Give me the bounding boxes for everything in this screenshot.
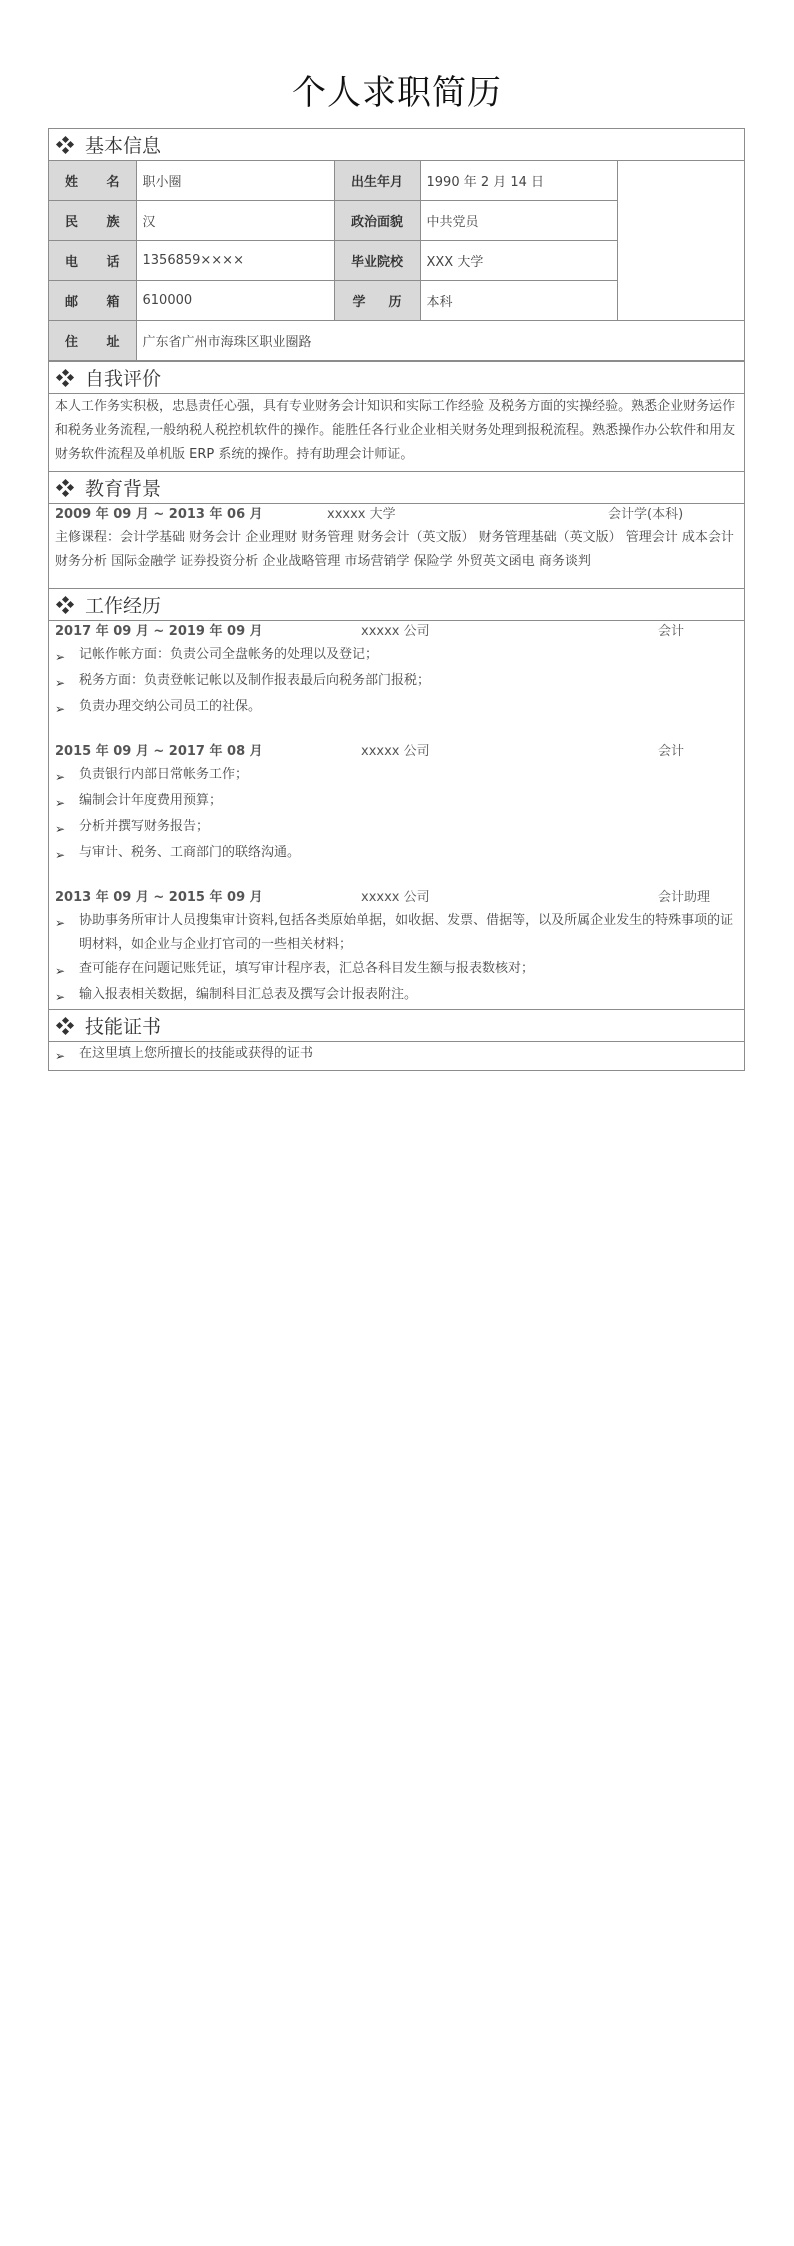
phone-label: 电话 — [49, 241, 136, 281]
address-value: 广东省广州市海珠区职业圈路 — [136, 321, 744, 361]
political-value: 中共党员 — [420, 201, 617, 241]
section-work-header — [49, 589, 744, 621]
name-label: 姓名 — [49, 161, 136, 201]
diamond-bullet-icon — [57, 597, 73, 613]
job-company: xxxxx 公司 — [361, 624, 430, 639]
job-period: 2013 年 09 月 ~ 2015 年 09 月 — [55, 890, 263, 905]
address-label: 住址 — [49, 321, 136, 361]
skills-block — [49, 1042, 744, 1070]
ethnic-value: 汉 — [136, 201, 334, 241]
arrow-bullet-icon: ➢ — [55, 650, 66, 664]
arrow-bullet-icon: ➢ — [55, 990, 66, 1004]
list-item: ➢ 在这里填上您所擅长的技能或获得的证书 — [55, 1042, 738, 1068]
degree-label: 学历 — [334, 281, 420, 321]
list-item: ➢ 负责办理交纳公司员工的社保。 — [55, 695, 738, 721]
job-company: xxxxx 公司 — [361, 890, 430, 905]
job-company: xxxxx 公司 — [361, 744, 430, 759]
job-position: 会计助理 — [658, 890, 711, 905]
list-item: ➢ 输入报表相关数据，编制科目汇总表及撰写会计报表附注。 — [55, 983, 738, 1009]
diamond-bullet-icon — [57, 137, 73, 153]
list-item: ➢ 协助事务所审计人员搜集审计资料,包括各类原始单据，如收据、发票、借据等，以及所属企业发生的特殊事项的证明材料，如企业与企业打官司的一些相关材料； — [55, 909, 738, 957]
section-self-header — [49, 362, 744, 394]
birth-value: 1990 年 2 月 14 日 — [420, 161, 617, 201]
job-period: 2015 年 09 月 ~ 2017 年 08 月 — [55, 744, 263, 759]
section-title: 教育背景 — [85, 478, 162, 500]
education-block — [49, 504, 744, 588]
section-title: 工作经历 — [85, 595, 162, 617]
section-edu-header — [49, 472, 744, 504]
school-value: XXX 大学 — [420, 241, 617, 281]
degree-value: 本科 — [420, 281, 617, 321]
resume-frame — [48, 128, 745, 1071]
school-label: 毕业院校 — [334, 241, 420, 281]
section-skills-header — [49, 1010, 744, 1042]
job-period: 2017 年 09 月 ~ 2019 年 09 月 — [55, 624, 263, 639]
list-item: ➢ 编制会计年度费用预算； — [55, 789, 738, 815]
job-entry — [55, 621, 738, 721]
list-item: ➢ 与审计、税务、工商部门的联络沟通。 — [55, 841, 738, 867]
section-title: 技能证书 — [85, 1016, 162, 1038]
page-title: 个人求职简历 — [292, 73, 502, 113]
arrow-bullet-icon: ➢ — [55, 964, 66, 978]
list-item: ➢ 分析并撰写财务报告； — [55, 815, 738, 841]
job-entry — [55, 887, 738, 1009]
education-school: xxxxx 大学 — [327, 507, 396, 522]
work-block — [49, 621, 744, 1009]
job-entry — [55, 741, 738, 867]
section-title: 自我评价 — [85, 368, 162, 390]
birth-label: 出生年月 — [334, 161, 420, 201]
arrow-bullet-icon: ➢ — [55, 702, 66, 716]
email-value: 610000 — [136, 281, 334, 321]
arrow-bullet-icon: ➢ — [55, 848, 66, 862]
political-label: 政治面貌 — [334, 201, 420, 241]
list-item: ➢ 查可能存在问题记账凭证，填写审计程序表，汇总各科目发生额与报表数核对； — [55, 957, 738, 983]
arrow-bullet-icon: ➢ — [55, 916, 66, 930]
list-item: ➢ 负责银行内部日常帐务工作； — [55, 763, 738, 789]
list-item: ➢ 税务方面：负责登帐记帐以及制作报表最后向税务部门报税； — [55, 669, 738, 695]
arrow-bullet-icon: ➢ — [55, 796, 66, 810]
diamond-bullet-icon — [57, 1018, 73, 1034]
section-basic-header — [49, 129, 744, 161]
basic-info-table — [49, 161, 744, 361]
job-position: 会计 — [658, 744, 685, 759]
arrow-bullet-icon: ➢ — [55, 822, 66, 836]
education-row — [55, 504, 738, 526]
name-value: 职小圈 — [136, 161, 334, 201]
ethnic-label: 民族 — [49, 201, 136, 241]
education-courses: 主修课程：会计学基础 财务会计 企业理财 财务管理 财务会计（英文版） 财务管理基础（英文版） 管理会计 成本会计 财务分析 国际金融学 证券投资分析 企业战略管理 市场营销学 保险学 外贸英文函电 商务谈判 — [55, 530, 734, 569]
phone-value: 1356859×××× — [136, 241, 334, 281]
photo-area — [617, 161, 744, 321]
arrow-bullet-icon: ➢ — [55, 676, 66, 690]
education-major: 会计学(本科) — [608, 507, 684, 522]
diamond-bullet-icon — [57, 480, 73, 496]
email-label: 邮箱 — [49, 281, 136, 321]
education-period: 2009 年 09 月 ~ 2013 年 06 月 — [55, 507, 263, 522]
section-title: 基本信息 — [85, 135, 162, 157]
self-evaluation-text: 本人工作务实积极，忠恳责任心强，具有专业财务会计知识和实际工作经验 及税务方面的实操经验。熟悉企业财务运作和税务业务流程,一般纳税人税控机软件的操作。能胜任各行业企业相关财务处理到报税流程。熟悉操作办公软件和用友财务软件流程及单机版 ERP 系统的操作。持有助理会计师证。 — [55, 399, 736, 462]
arrow-bullet-icon: ➢ — [55, 1049, 66, 1063]
arrow-bullet-icon: ➢ — [55, 770, 66, 784]
job-position: 会计 — [658, 624, 685, 639]
diamond-bullet-icon — [57, 370, 73, 386]
list-item: ➢ 记帐作帐方面：负责公司全盘帐务的处理以及登记； — [55, 643, 738, 669]
